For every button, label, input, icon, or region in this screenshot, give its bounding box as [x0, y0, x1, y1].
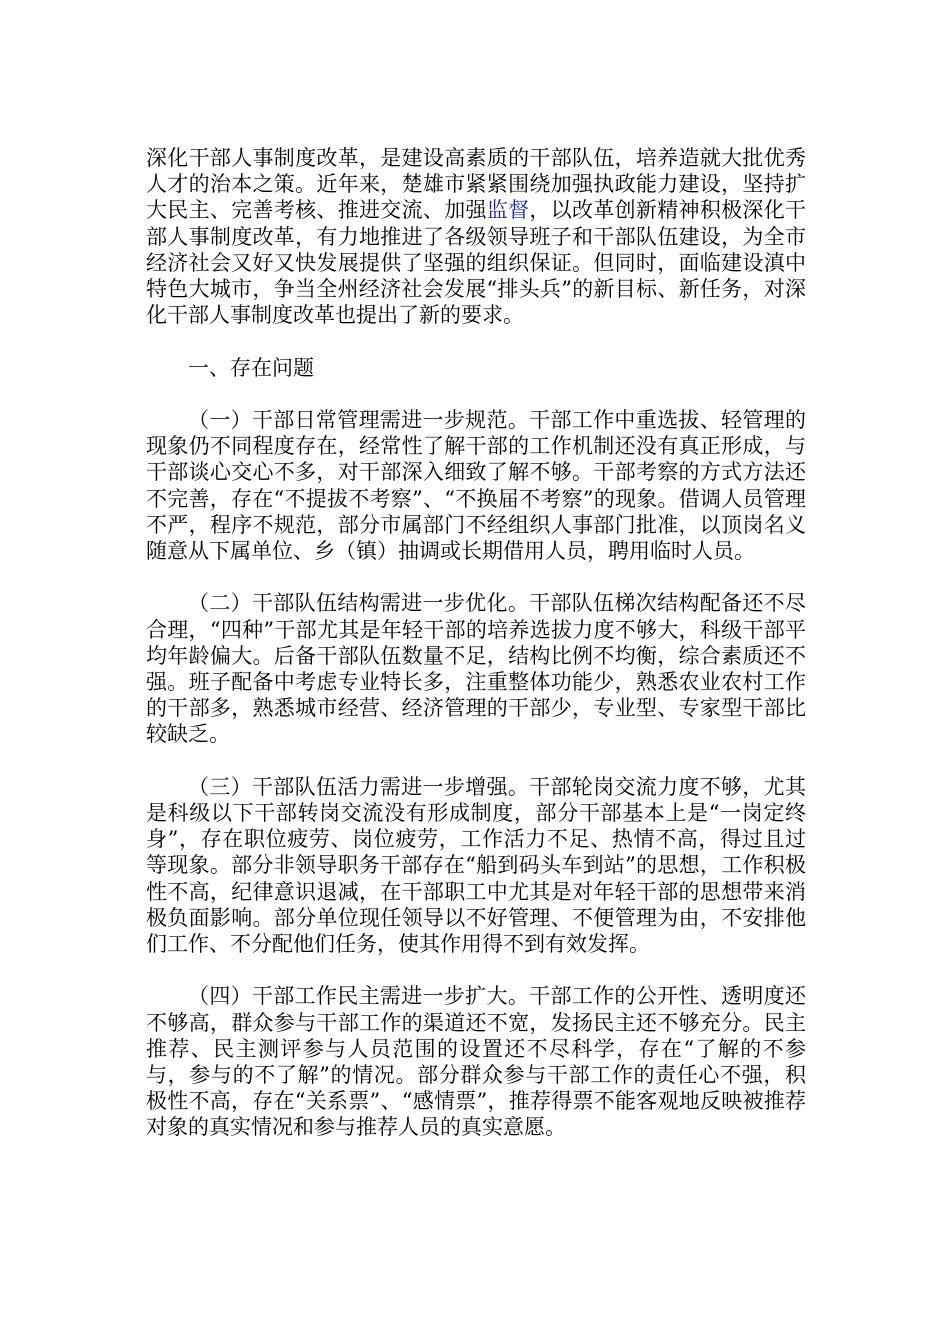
document-page — [146, 145, 806, 1141]
section-heading: 一、存在问题 — [188, 355, 314, 380]
intro-paragraph — [146, 145, 806, 328]
paragraph-structure-optimization: （二）干部队伍结构需进一步优化。干部队伍梯次结构配备还不尽合理，“四种”干部尤其是年轻干部的培养选拔力度不够大，科级干部平均年龄偏大。后备干部队伍数量不足，结构比例不均衡，综合素质还不强。班子配备中考虑专业特长多，注重整体功能少，熟悉农业农村工作的干部多，熟悉城市经营、经济管理的干部少，专业型、专家型干部比较缺乏。 — [146, 591, 806, 747]
supervision-link[interactable]: 监督 — [486, 198, 530, 223]
paragraph-work-democracy: （四）干部工作民主需进一步扩大。干部工作的公开性、透明度还不够高，群众参与干部工作的渠道还不宽，发扬民主还不够充分。民主推荐、民主测评参与人员范围的设置还不尽科学，存在“了解的不参与，参与的不了解”的情况。部分群众参与干部工作的责任心不强，积极性不高，存在“关系票”、“感情票”，推荐得票不能客观地反映被推荐对象的真实情况和参与推荐人员的真实意愿。 — [146, 984, 806, 1140]
paragraph-daily-management: （一）干部日常管理需进一步规范。干部工作中重选拔、轻管理的现象仍不同程度存在，经常性了解干部的工作机制还没有真正形成，与干部谈心交心不多，对干部深入细致了解不够。干部考察的方式方法还不完善，存在“不提拔不考察”、“不换届不考察”的现象。借调人员管理不严，程序不规范，部分市属部门不经组织人事部门批准，以顶岗名义随意从下属单位、乡（镇）抽调或长期借用人员，聘用临时人员。 — [146, 408, 806, 564]
intro-text-part1: 深化干部人事制度改革，是建设高素质的干部队伍，培养造就大批优秀人才的治本之策。近年来，楚雄市紧紧围绕加强执政能力建设，坚持扩大民主、完善考核、推进交流、加强 — [146, 146, 806, 223]
intro-text-part2: ，以改革创新精神积极深化干部人事制度改革，有力地推进了各级领导班子和干部队伍建设，为全市经济社会又好又快发展提供了坚强的组织保证。但同时，面临建设滇中特色大城市，争当全州经济社会发展“排头兵”的新目标、新任务，对深化干部人事制度改革也提出了新的要求。 — [146, 198, 807, 328]
paragraph-team-vitality: （三）干部队伍活力需进一步增强。干部轮岗交流力度不够，尤其是科级以下干部转岗交流没有形成制度，部分干部基本上是“一岗定终身”，存在职位疲劳、岗位疲劳，工作活力不足、热情不高，得过且过等现象。部分非领导职务干部存在“船到码头车到站”的思想，工作积极性不高，纪律意识退减，在干部职工中尤其是对年轻干部的思想带来消极负面影响。部分单位现任领导以不好管理、不便管理为由，不安排他们工作、不分配他们任务，使其作用得不到有效发挥。 — [146, 774, 806, 957]
